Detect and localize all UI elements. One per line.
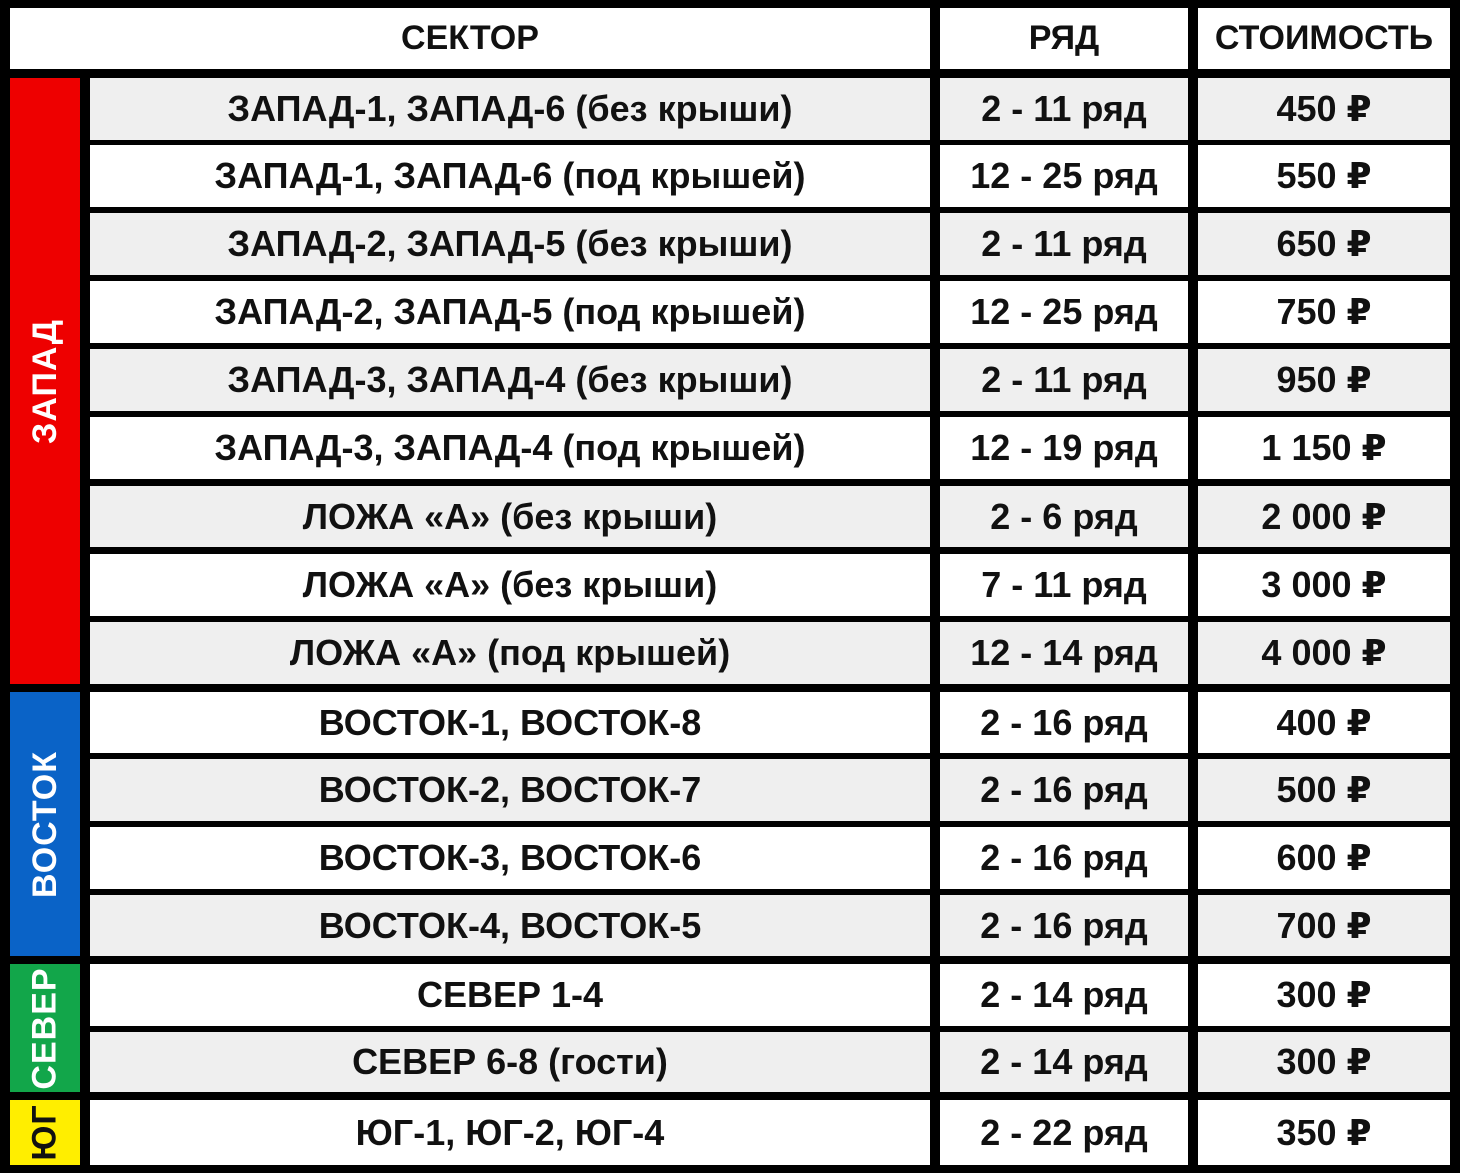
table-cell-row: 2 - 11 ряд: [940, 349, 1188, 411]
table-cell-row: 12 - 25 ряд: [940, 281, 1188, 343]
header-sector: СЕКТОР: [10, 8, 930, 69]
table-cell-sector: ЛОЖА «А» (под крышей): [90, 622, 930, 684]
table-cell-sector: ЗАПАД-1, ЗАПАД-6 (без крыши): [90, 78, 930, 140]
region-east-label: ВОСТОК: [25, 750, 64, 898]
region-west-label: ЗАПАД: [25, 318, 64, 444]
table-cell-row: 12 - 14 ряд: [940, 622, 1188, 684]
table-cell-price: 2 000 ₽: [1198, 486, 1450, 547]
table-cell-price: 450 ₽: [1198, 78, 1450, 140]
table-cell-sector: ВОСТОК-3, ВОСТОК-6: [90, 827, 930, 889]
header-price: СТОИМОСТЬ: [1198, 8, 1450, 69]
region-south-label: ЮГ: [25, 1104, 64, 1161]
table-cell-price: 650 ₽: [1198, 213, 1450, 275]
table-cell-price: 600 ₽: [1198, 827, 1450, 889]
table-cell-sector: ЗАПАД-3, ЗАПАД-4 (под крышей): [90, 417, 930, 479]
region-north: [10, 964, 80, 1092]
table-cell-sector: ВОСТОК-4, ВОСТОК-5: [90, 895, 930, 956]
table-cell-price: 400 ₽: [1198, 692, 1450, 753]
table-cell-row: 2 - 22 ряд: [940, 1100, 1188, 1165]
table-cell-row: 2 - 14 ряд: [940, 1032, 1188, 1092]
table-cell-price: 750 ₽: [1198, 281, 1450, 343]
table-cell-price: 4 000 ₽: [1198, 622, 1450, 684]
table-cell-sector: СЕВЕР 1-4: [90, 964, 930, 1026]
table-cell-sector: ЗАПАД-2, ЗАПАД-5 (без крыши): [90, 213, 930, 275]
table-cell-price: 950 ₽: [1198, 349, 1450, 411]
region-south: [10, 1100, 80, 1165]
table-cell-row: 7 - 11 ряд: [940, 554, 1188, 616]
region-east: [10, 692, 80, 956]
header-row: РЯД: [940, 8, 1188, 69]
region-west: [10, 78, 80, 684]
region-north-label: СЕВЕР: [25, 966, 64, 1090]
table-cell-row: 12 - 19 ряд: [940, 417, 1188, 479]
table-cell-price: 300 ₽: [1198, 1032, 1450, 1092]
table-cell-row: 2 - 6 ряд: [940, 486, 1188, 547]
table-cell-row: 2 - 16 ряд: [940, 692, 1188, 753]
table-cell-row: 2 - 16 ряд: [940, 759, 1188, 821]
table-cell-price: 3 000 ₽: [1198, 554, 1450, 616]
table-cell-price: 350 ₽: [1198, 1100, 1450, 1165]
table-cell-sector: ЗАПАД-2, ЗАПАД-5 (под крышей): [90, 281, 930, 343]
table-cell-sector: ЛОЖА «А» (без крыши): [90, 554, 930, 616]
table-cell-row: 2 - 16 ряд: [940, 827, 1188, 889]
table-cell-sector: СЕВЕР 6-8 (гости): [90, 1032, 930, 1092]
table-cell-sector: ВОСТОК-2, ВОСТОК-7: [90, 759, 930, 821]
table-cell-sector: ЮГ-1, ЮГ-2, ЮГ-4: [90, 1100, 930, 1165]
table-cell-price: 500 ₽: [1198, 759, 1450, 821]
table-cell-sector: ЗАПАД-3, ЗАПАД-4 (без крыши): [90, 349, 930, 411]
table-cell-price: 1 150 ₽: [1198, 417, 1450, 479]
table-cell-price: 300 ₽: [1198, 964, 1450, 1026]
table-cell-price: 700 ₽: [1198, 895, 1450, 956]
table-cell-row: 2 - 11 ряд: [940, 213, 1188, 275]
table-cell-row: 2 - 16 ряд: [940, 895, 1188, 956]
table-cell-row: 2 - 11 ряд: [940, 78, 1188, 140]
table-cell-row: 12 - 25 ряд: [940, 145, 1188, 207]
table-cell-sector: ЗАПАД-1, ЗАПАД-6 (под крышей): [90, 145, 930, 207]
table-cell-price: 550 ₽: [1198, 145, 1450, 207]
table-cell-sector: ВОСТОК-1, ВОСТОК-8: [90, 692, 930, 753]
table-cell-sector: ЛОЖА «А» (без крыши): [90, 486, 930, 547]
table-cell-row: 2 - 14 ряд: [940, 964, 1188, 1026]
